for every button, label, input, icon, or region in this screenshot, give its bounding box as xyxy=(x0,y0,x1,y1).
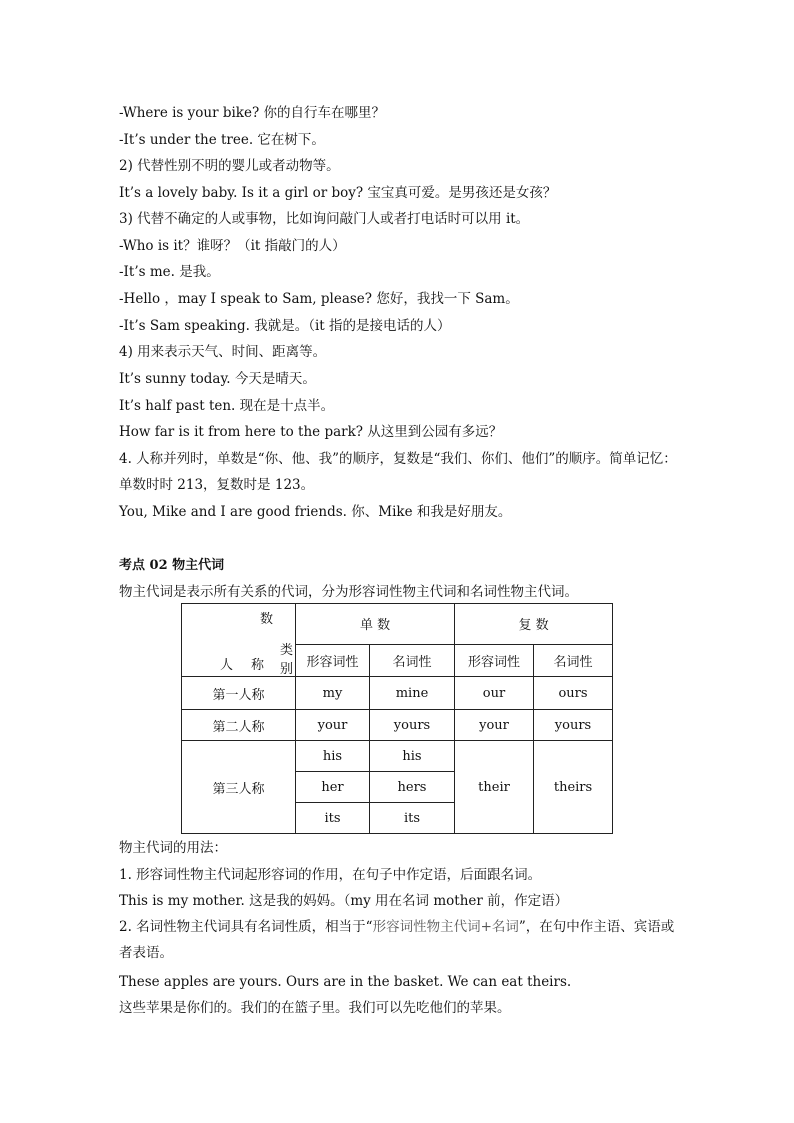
cell: ours xyxy=(534,677,613,710)
cell: your xyxy=(455,710,534,741)
header-adj: 形容词性 xyxy=(296,644,370,676)
cell: your xyxy=(296,710,370,741)
cell: mine xyxy=(370,677,455,710)
usage2-highlight: 形容词性物主代词+名词 xyxy=(372,919,519,935)
table-row xyxy=(182,710,613,741)
text-line: You, Mike and I are good friends. 你、Mike 和我是好朋友。 xyxy=(119,504,512,520)
usage2-part-c: ”，在句中作主语、宾语或者表语。 xyxy=(119,919,675,961)
header-noun: 名词性 xyxy=(370,644,455,676)
usage-example-2: These apples are yours. Ours are in the basket. We can eat theirs. xyxy=(119,974,572,990)
section-title: 考点 02 物主代词 xyxy=(119,558,225,573)
text-line: -Who is it？谁呀？（it 指敲门的人） xyxy=(119,238,346,254)
text-line: It’s a lovely baby. Is it a girl or boy? 宝宝真可爱。是男孩还是女孩？ xyxy=(119,185,557,201)
text-line: 3) 代替不确定的人或事物，比如询问敲门人或者打电话时可以用 it。 xyxy=(119,211,530,227)
table-row xyxy=(182,741,613,772)
text-line: -It’s Sam speaking. 我就是。（it 指的是接电话的人） xyxy=(119,318,451,334)
text-line: -It’s me. 是我。 xyxy=(119,264,220,280)
usage-title: 物主代词的用法： xyxy=(119,840,227,856)
header-leibie: 类别 xyxy=(279,643,293,677)
table-row xyxy=(182,677,613,710)
row-label: 第三人称 xyxy=(182,741,296,834)
cell: yours xyxy=(370,710,455,741)
text-line: -Hello ，may I speak to Sam, please? 您好，我找一下 Sam。 xyxy=(119,291,519,307)
text-line: 2) 代替性别不明的婴儿或者动物等。 xyxy=(119,158,340,174)
cell: its xyxy=(370,803,455,834)
header-adj: 形容词性 xyxy=(455,644,534,676)
header-renchen: 人称 xyxy=(220,658,283,673)
row-label: 第二人称 xyxy=(182,710,296,741)
usage-example-1: This is my mother. 这是我的妈妈。（my 用在名词 mother 前，作定语） xyxy=(119,893,569,909)
text-line: How far is it from here to the park? 从这里到公园有多远？ xyxy=(119,424,503,440)
table-header-corner xyxy=(182,604,296,677)
cell: my xyxy=(296,677,370,710)
header-plural: 复 数 xyxy=(455,604,613,645)
cell: its xyxy=(296,803,370,834)
cell: his xyxy=(296,741,370,772)
cell: yours xyxy=(534,710,613,741)
section-intro: 物主代词是表示所有关系的代词，分为形容词性物主代词和名词性物主代词。 xyxy=(119,584,578,600)
usage2-part-a: 2. 名词性物主代词具有名词性质，相当于“ xyxy=(119,919,373,935)
header-shu: 数 xyxy=(260,612,274,627)
usage-point-1: 1. 形容词性物主代词起形容词的作用，在句子中作定语，后面跟名词。 xyxy=(119,867,542,883)
text-line: It’s half past ten. 现在是十点半。 xyxy=(119,398,335,414)
rule-point-4: 4. 人称并列时，单数是“你、他、我”的顺序，复数是“我们、你们、他们”的顺序。简单记忆：单数时时 213，复数时是 123。 xyxy=(119,451,677,493)
text-line: 4) 用来表示天气、时间、距离等。 xyxy=(119,344,327,360)
header-noun: 名词性 xyxy=(534,644,613,676)
text-line: -It’s under the tree. 它在树下。 xyxy=(119,132,325,148)
cell: her xyxy=(296,772,370,803)
row-label: 第一人称 xyxy=(182,677,296,710)
cell: his xyxy=(370,741,455,772)
usage-translation-2: 这些苹果是你们的。我们的在篮子里。我们可以先吃他们的苹果。 xyxy=(119,1000,511,1016)
header-singular: 单 数 xyxy=(296,604,455,645)
text-line: -Where is your bike? 你的自行车在哪里？ xyxy=(119,105,386,121)
cell: their xyxy=(455,741,534,834)
cell: hers xyxy=(370,772,455,803)
cell: theirs xyxy=(534,741,613,834)
possessive-pronoun-table xyxy=(181,603,613,834)
cell: our xyxy=(455,677,534,710)
text-line: It’s sunny today. 今天是晴天。 xyxy=(119,371,316,387)
usage-point-2 xyxy=(119,914,679,966)
